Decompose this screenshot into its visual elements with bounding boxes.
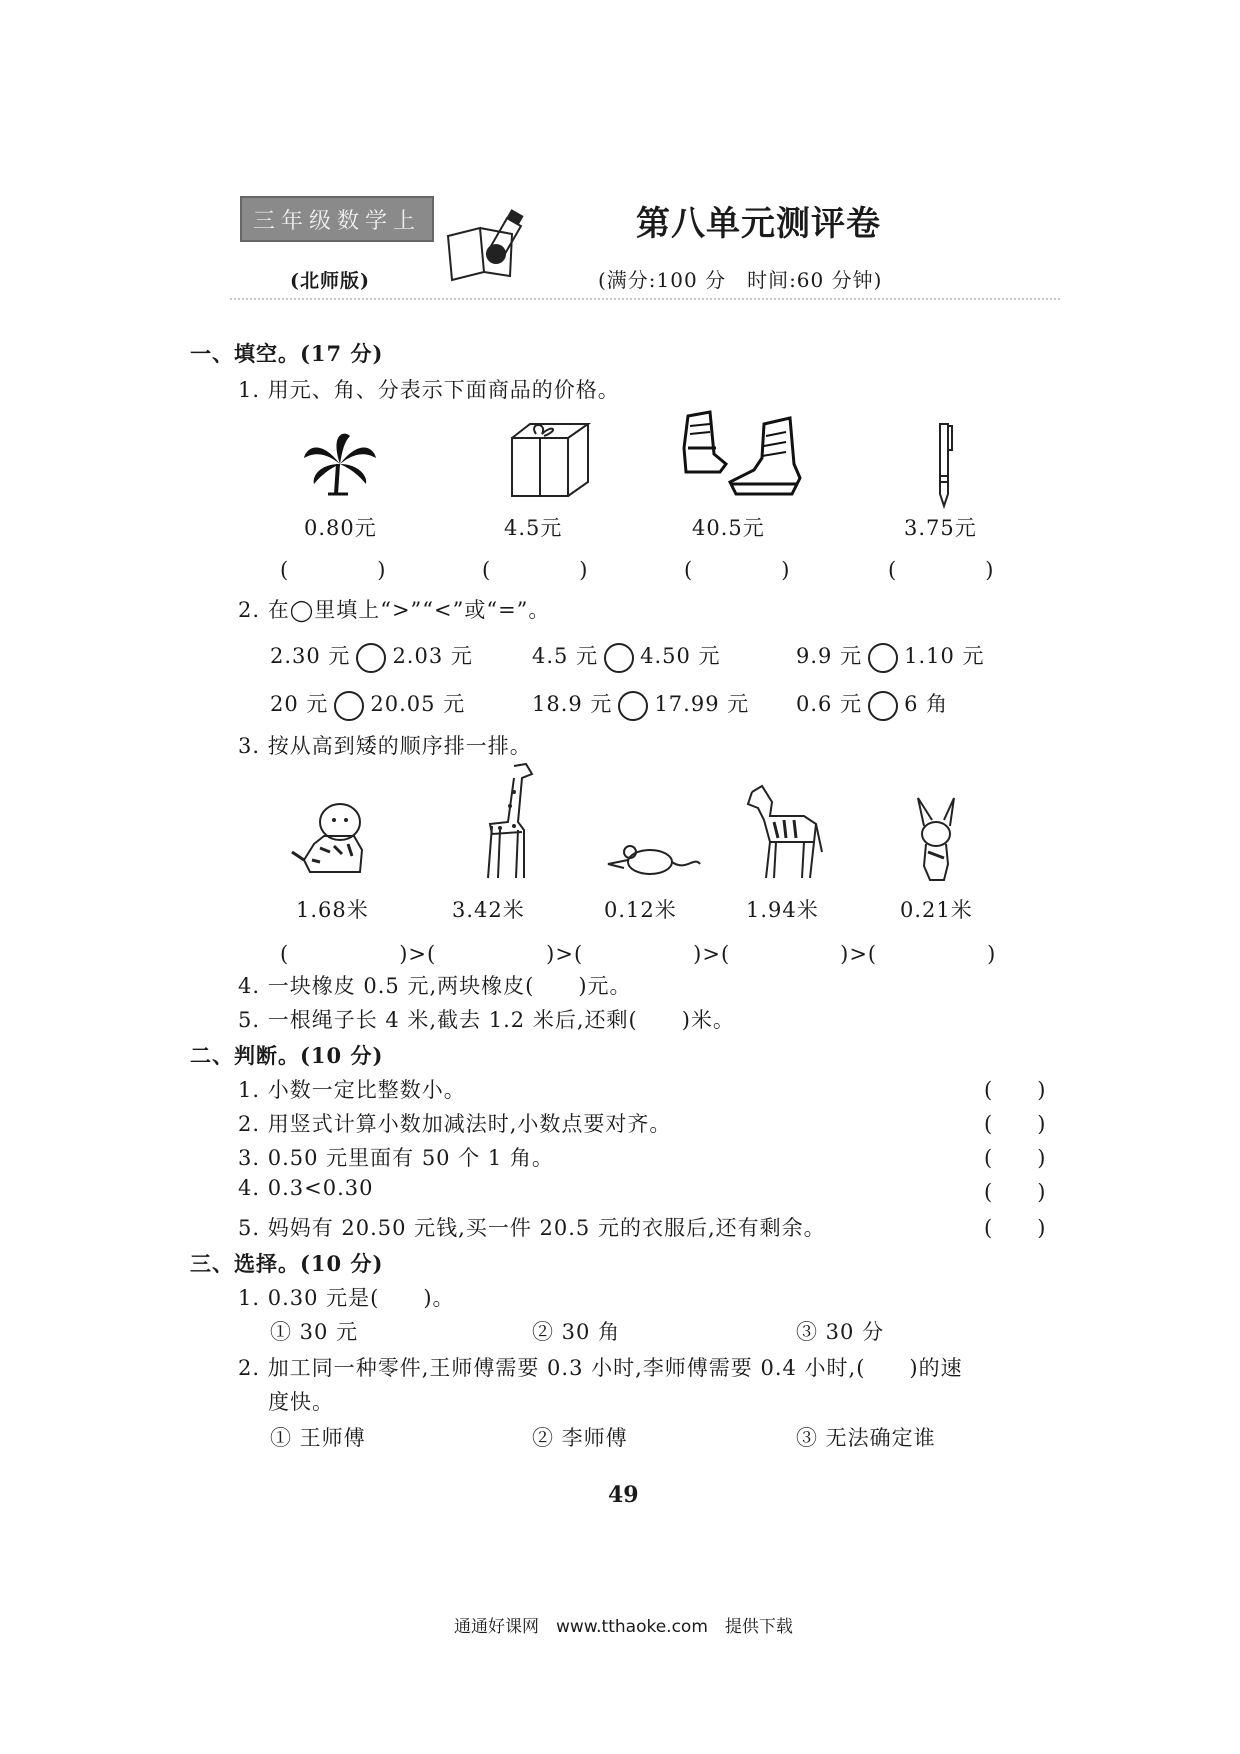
compare-item-1-2: 0.6 元 6 角 <box>796 688 948 721</box>
price-2: 40.5元 <box>692 516 765 540</box>
price-1: 4.5元 <box>504 516 563 540</box>
plant-icon <box>300 428 380 500</box>
grade-badge: 三年级数学上 <box>240 196 434 242</box>
giraffe-icon <box>470 762 540 884</box>
section3-heading: 三、选择。(10 分) <box>190 1251 384 1276</box>
mouse-icon <box>602 838 702 878</box>
book-telescope-icon <box>440 206 540 286</box>
choice-q1-text: 1. 0.30 元是( )。 <box>238 1286 455 1310</box>
horse-icon <box>744 782 824 882</box>
height-4: 0.21米 <box>900 898 973 922</box>
height-2: 0.12米 <box>604 898 677 922</box>
q5-text: 5. 一根绳子长 4 米,截去 1.2 米后,还剩( )米。 <box>238 1008 735 1032</box>
compare-circle[interactable] <box>868 643 898 673</box>
order-answer-line[interactable]: ( )>( )>( )>( )>( ) <box>280 942 997 966</box>
q2-text: 2. 在◯里填上“>”“<”或“=”。 <box>238 598 551 622</box>
compare-circle[interactable] <box>868 691 898 721</box>
compare-item-0-1: 4.5 元 4.50 元 <box>532 640 721 673</box>
compare-item-0-0: 2.30 元 2.03 元 <box>270 640 473 673</box>
compare-circle[interactable] <box>334 691 364 721</box>
judge-item-3: 4. 0.3<0.30 <box>238 1176 374 1200</box>
choice-q2-option-2[interactable]: ③ 无法确定谁 <box>796 1426 936 1450</box>
choice-q2-text-cont: 度快。 <box>268 1390 334 1414</box>
height-0: 1.68米 <box>296 898 369 922</box>
q3-text: 3. 按从高到矮的顺序排一排。 <box>238 734 532 758</box>
score-time-info: (满分:100 分 时间:60 分钟) <box>598 268 883 292</box>
judge-item-4: 5. 妈妈有 20.50 元钱,买一件 20.5 元的衣服后,还有剩余。 <box>238 1216 826 1240</box>
q1-text: 1. 用元、角、分表示下面商品的价格。 <box>238 378 620 402</box>
answer-blank-2[interactable]: ( ) <box>684 558 791 582</box>
edition-label: (北师版) <box>290 270 370 292</box>
answer-blank-1[interactable]: ( ) <box>482 558 589 582</box>
gift-box-icon <box>508 420 592 500</box>
height-1: 3.42米 <box>452 898 525 922</box>
compare-item-0-2: 9.9 元 1.10 元 <box>796 640 985 673</box>
judge-item-0: 1. 小数一定比整数小。 <box>238 1078 466 1102</box>
rabbit-icon <box>910 796 962 884</box>
price-0: 0.80元 <box>304 516 377 540</box>
choice-q1-option-2[interactable]: ③ 30 分 <box>796 1320 885 1344</box>
compare-circle[interactable] <box>618 691 648 721</box>
judge-item-1: 2. 用竖式计算小数加减法时,小数点要对齐。 <box>238 1112 672 1136</box>
section2-heading: 二、判断。(10 分) <box>190 1043 384 1068</box>
choice-q2-text: 2. 加工同一种零件,王师傅需要 0.3 小时,李师傅需要 0.4 小时,( )的速 <box>238 1356 963 1380</box>
q4-text: 4. 一块橡皮 0.5 元,两块橡皮( )元。 <box>238 974 632 998</box>
judge-blank-1[interactable]: ( ) <box>984 1112 1047 1136</box>
shoes-icon <box>680 408 810 500</box>
height-3: 1.94米 <box>746 898 819 922</box>
choice-q2-option-1[interactable]: ② 李师傅 <box>532 1426 628 1450</box>
compare-circle[interactable] <box>604 643 634 673</box>
choice-q1-option-1[interactable]: ② 30 角 <box>532 1320 621 1344</box>
compare-item-1-1: 18.9 元 17.99 元 <box>532 688 749 721</box>
answer-blank-0[interactable]: ( ) <box>280 558 387 582</box>
header-divider <box>230 290 1060 300</box>
page-number: 49 <box>608 1482 639 1508</box>
judge-item-2: 3. 0.50 元里面有 50 个 1 角。 <box>238 1146 554 1170</box>
answer-blank-3[interactable]: ( ) <box>888 558 995 582</box>
compare-item-1-0: 20 元 20.05 元 <box>270 688 465 721</box>
footer-credit: 通通好课网 www.tthaoke.com 提供下载 <box>454 1617 793 1637</box>
judge-blank-3[interactable]: ( ) <box>984 1180 1047 1204</box>
page-title: 第八单元测评卷 <box>636 204 881 244</box>
judge-blank-2[interactable]: ( ) <box>984 1146 1047 1170</box>
section1-heading: 一、填空。(17 分) <box>190 341 384 366</box>
pen-icon <box>930 416 960 512</box>
tiger-icon <box>290 800 376 880</box>
judge-blank-0[interactable]: ( ) <box>984 1078 1047 1102</box>
choice-q2-option-0[interactable]: ① 王师傅 <box>270 1426 366 1450</box>
compare-circle[interactable] <box>356 643 386 673</box>
judge-blank-4[interactable]: ( ) <box>984 1216 1047 1240</box>
choice-q1-option-0[interactable]: ① 30 元 <box>270 1320 359 1344</box>
price-3: 3.75元 <box>904 516 977 540</box>
